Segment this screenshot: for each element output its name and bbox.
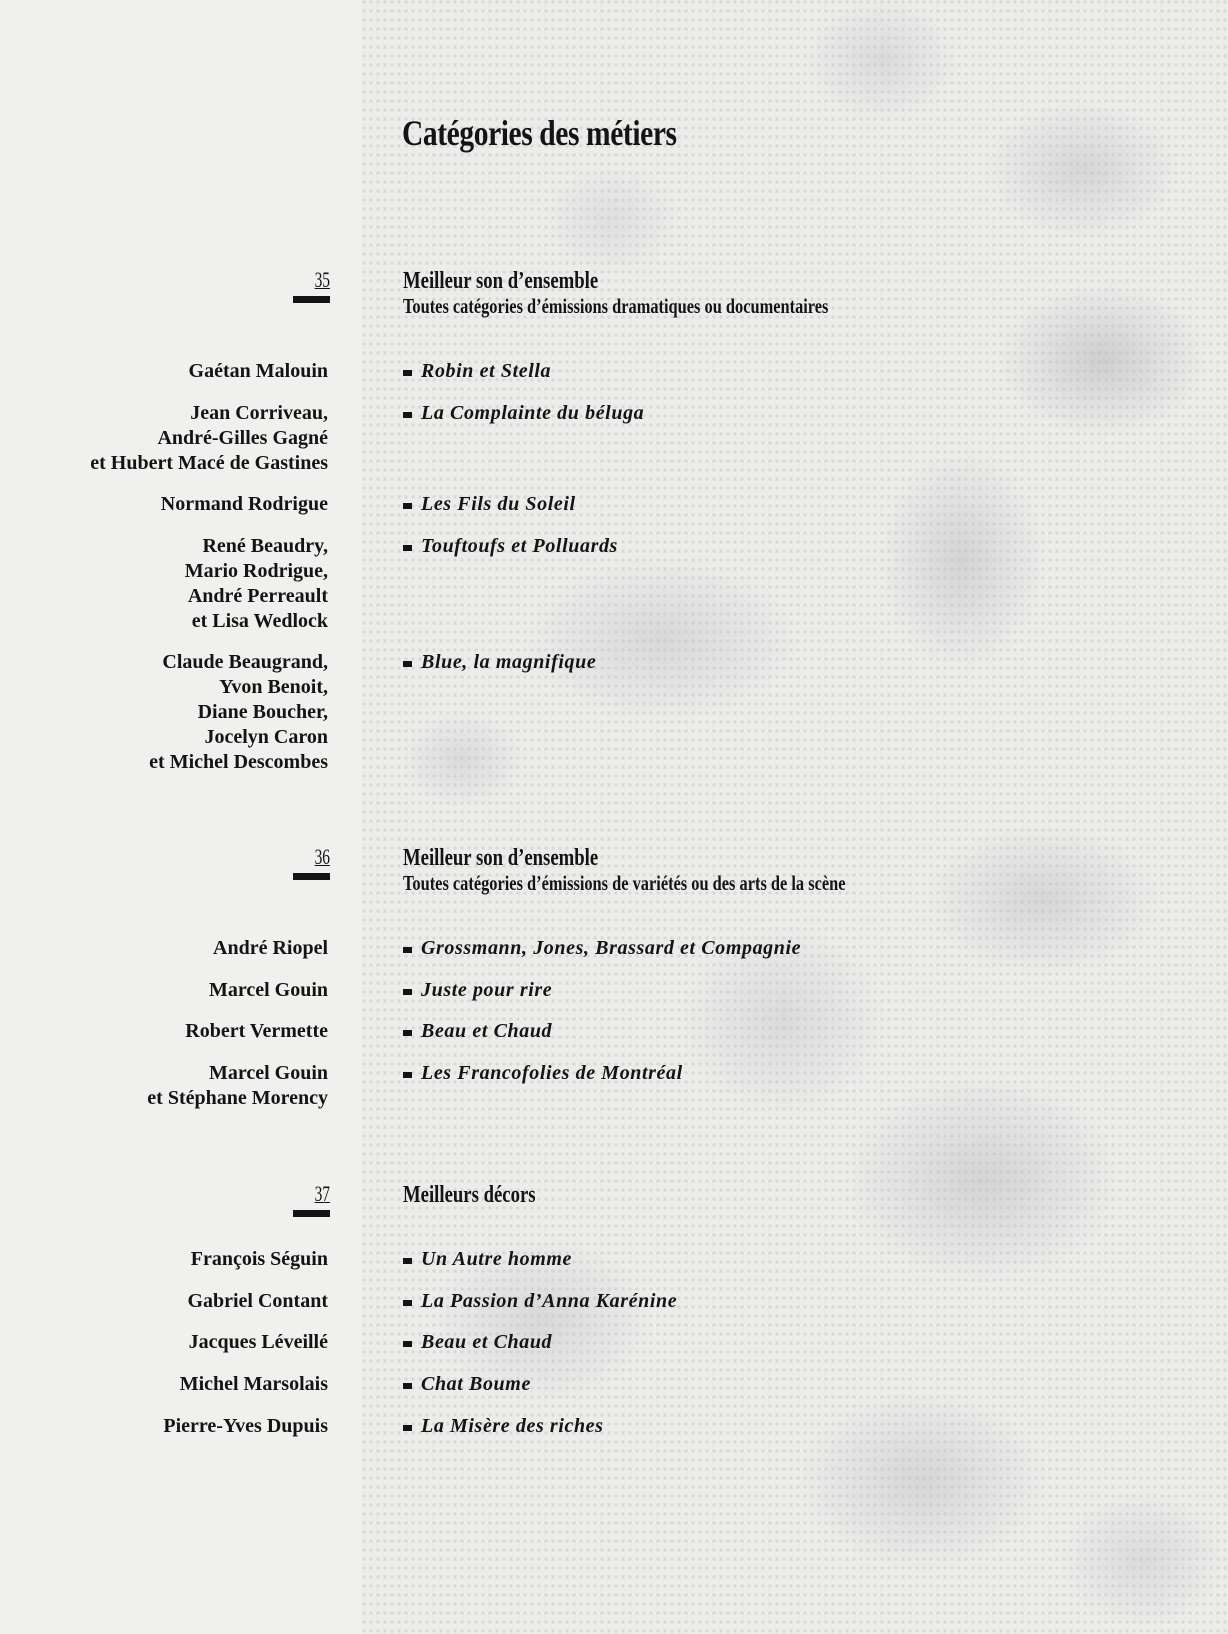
nominee-name: et Lisa Wedlock — [191, 610, 328, 632]
nominee-names — [161, 492, 328, 517]
program-title — [403, 1289, 677, 1314]
program-title — [403, 492, 576, 517]
nominee-name: Michel Marsolais — [179, 1373, 328, 1395]
nominee-name: Diane Boucher, — [197, 701, 328, 723]
nominee-name: Jean Corriveau, — [190, 402, 328, 424]
nominee-name: et Michel Descombes — [149, 751, 328, 773]
program-title-text: La Complainte du béluga — [421, 402, 645, 424]
nominee-name: Mario Rodrigue, — [184, 560, 328, 582]
program-title — [403, 936, 801, 961]
program-title — [403, 401, 644, 426]
nominee-names — [149, 650, 328, 775]
nominee-names — [187, 1289, 328, 1314]
bullet-square-icon — [403, 1258, 412, 1264]
program-title-text: La Passion d’Anna Karénine — [421, 1290, 678, 1312]
program-title-text: Les Fils du Soleil — [421, 493, 576, 515]
page-title: Catégories des métiers — [402, 113, 677, 153]
nominee-name: Jacques Léveillé — [188, 1331, 328, 1353]
program-title — [403, 1247, 572, 1272]
nominee-name: et Stéphane Morency — [147, 1087, 328, 1109]
nominee-names — [185, 534, 328, 634]
nominee-name: Yvon Benoit, — [219, 676, 328, 698]
nominee-name: Gaétan Malouin — [188, 360, 328, 382]
category-number: 37 — [314, 1181, 330, 1206]
bullet-square-icon — [403, 412, 412, 418]
program-title-text: Juste pour rire — [421, 979, 553, 1001]
category-heading: Meilleurs décors — [403, 1182, 536, 1208]
program-title-text: Beau et Chaud — [421, 1331, 553, 1353]
program-title — [403, 359, 551, 384]
bullet-square-icon — [403, 989, 412, 995]
program-title — [403, 1330, 552, 1355]
program-title — [403, 1061, 683, 1086]
program-title-text: Grossmann, Jones, Brassard et Compagnie — [421, 937, 802, 959]
nominee-name: Pierre-Yves Dupuis — [163, 1415, 328, 1437]
program-title-text: Un Autre homme — [421, 1248, 573, 1270]
nominee-names — [191, 1247, 328, 1272]
nominee-name: Marcel Gouin — [208, 979, 328, 1001]
nominee-name: et Hubert Macé de Gastines — [90, 452, 328, 474]
category-subheading: Toutes catégories d’émissions de variétés ou des arts de la scène — [403, 871, 846, 895]
bullet-square-icon — [403, 370, 412, 376]
number-bar — [293, 1210, 330, 1217]
program-title-text: Touftoufs et Polluards — [421, 535, 618, 557]
nominee-name: Jocelyn Caron — [204, 726, 328, 748]
nominee-names — [90, 401, 328, 476]
program-title — [403, 534, 618, 559]
program-title — [403, 1372, 531, 1397]
nominee-name: Normand Rodrigue — [160, 493, 328, 515]
program-title — [403, 1019, 552, 1044]
nominee-name: André-Gilles Gagné — [157, 427, 328, 449]
program-title-text: Beau et Chaud — [421, 1020, 553, 1042]
program-title — [403, 978, 552, 1003]
bullet-square-icon — [403, 1383, 412, 1389]
category-heading: Meilleur son d’ensemble — [403, 268, 599, 294]
category-number: 35 — [314, 267, 330, 292]
nominee-names — [185, 1019, 328, 1044]
nominee-names — [163, 1414, 328, 1439]
program-title-text: Chat Boume — [421, 1373, 531, 1395]
bullet-square-icon — [403, 1425, 412, 1431]
program-title-text: Blue, la magnifique — [421, 651, 597, 673]
program-title-text: La Misère des riches — [421, 1415, 604, 1437]
program-title-text: Les Francofolies de Montréal — [421, 1062, 683, 1084]
program-title — [403, 1414, 604, 1439]
nominee-name: André Perreault — [187, 585, 328, 607]
nominee-name: André Riopel — [213, 937, 328, 959]
bullet-square-icon — [403, 1341, 412, 1347]
number-bar — [293, 296, 330, 303]
nominee-names — [213, 936, 328, 961]
bullet-square-icon — [403, 1300, 412, 1306]
bullet-square-icon — [403, 1030, 412, 1036]
bullet-square-icon — [403, 661, 412, 667]
category-number: 36 — [314, 844, 330, 869]
bullet-square-icon — [403, 545, 412, 551]
nominee-name: Robert Vermette — [185, 1020, 328, 1042]
nominee-names — [189, 359, 328, 384]
nominee-names — [180, 1372, 328, 1397]
bullet-square-icon — [403, 1072, 412, 1078]
nominee-names — [209, 978, 328, 1003]
nominee-name: René Beaudry, — [202, 535, 328, 557]
nominee-name: François Séguin — [190, 1248, 328, 1270]
program-title-text: Robin et Stella — [421, 360, 552, 382]
number-bar — [293, 873, 330, 880]
nominee-names — [189, 1330, 328, 1355]
nominee-name: Marcel Gouin — [208, 1062, 328, 1084]
category-subheading: Toutes catégories d’émissions dramatiques ou documentaires — [403, 294, 829, 318]
category-heading: Meilleur son d’ensemble — [403, 845, 599, 871]
bullet-square-icon — [403, 503, 412, 509]
nominee-name: Claude Beaugrand, — [162, 651, 328, 673]
nominee-names — [147, 1061, 328, 1111]
nominee-name: Gabriel Contant — [187, 1290, 328, 1312]
bullet-square-icon — [403, 947, 412, 953]
program-title — [403, 650, 596, 675]
